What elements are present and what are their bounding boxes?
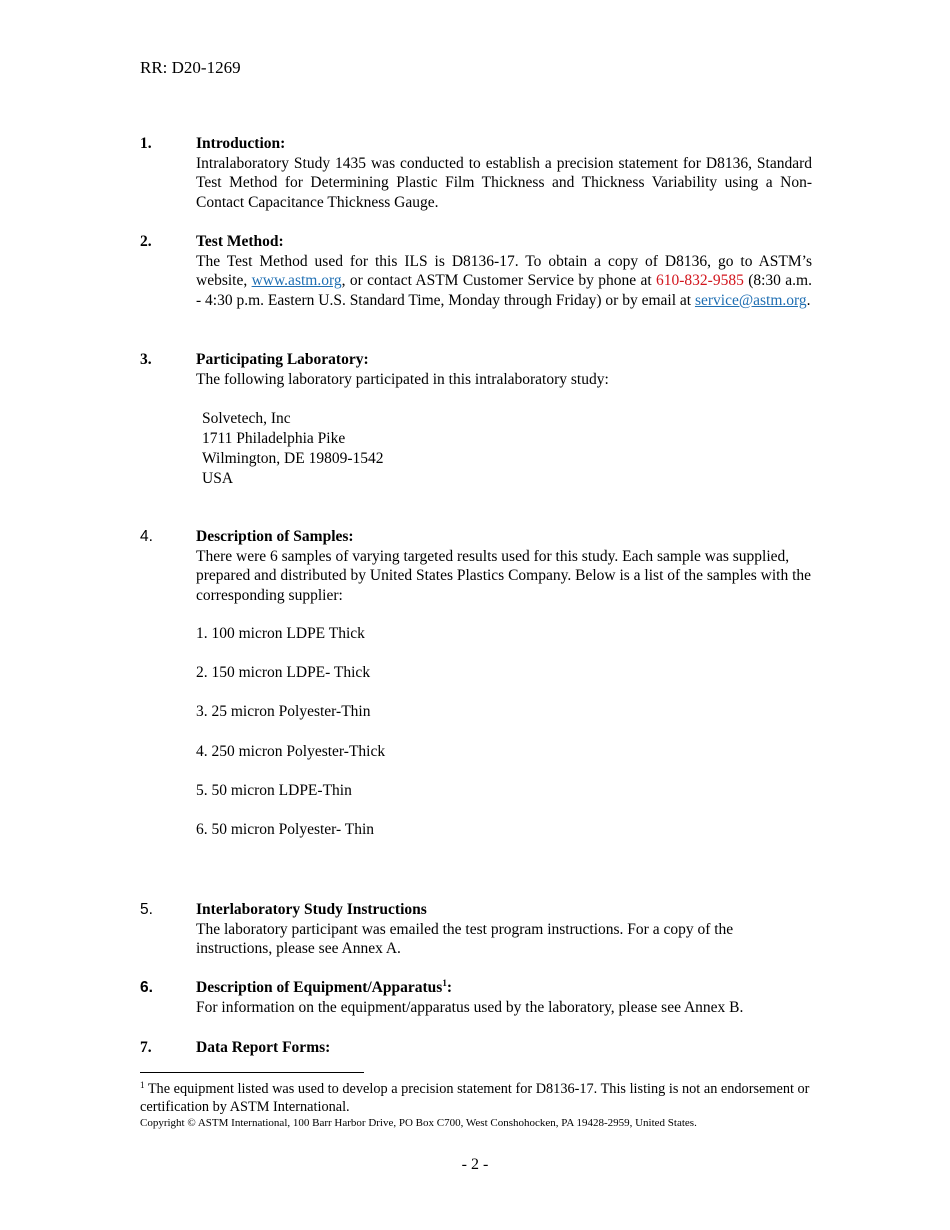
sample-item: 4. 250 micron Polyester-Thick [196,743,386,760]
section-title: Introduction: [196,135,286,152]
copyright-notice: Copyright © ASTM International, 100 Barr Harbor Drive, PO Box C700, West Conshohocken, PA 19428-2959, United States. [140,1117,697,1129]
footnote-marker: 1 [140,1080,145,1090]
section-text [196,252,812,311]
section-introduction [140,134,812,212]
section-number: 7. [140,1039,152,1056]
footnote [140,1081,812,1116]
address-line: 1711 Philadelphia Pike [202,429,346,447]
sample-item: 6. 50 micron Polyester- Thin [196,821,375,838]
section-ils-instructions [140,900,812,959]
section-number: 6. [140,979,153,996]
footnote-text: The equipment listed was used to develop a precision statement for D8136-17. This listing is not an endorsement or certification by ASTM International. [140,1081,810,1115]
section-data-report-forms [140,1038,812,1058]
section-test-method [140,232,812,310]
footnote-separator [140,1072,364,1073]
address-line: USA [202,469,234,487]
section-text: Intralaboratory Study 1435 was conducted to establish a precision statement for D8136, Standard Test Method for Determining Plastic Film Thickness and Thickness Variability using a Non-Contact Capacitance Thickness Gauge. [196,154,812,211]
text-part: The Test Method used for this ILS is D8136-17. To obtain a copy of D8136, go to ASTM’s website, [196,252,812,290]
section-title: Data Report Forms: [196,1039,331,1056]
address-line: Wilmington, DE 19809-1542 [202,449,384,467]
title-text: Description of Equipment/Apparatus [196,979,443,996]
section-title [196,978,812,998]
section-text: For information on the equipment/apparatus used by the laboratory, please see Annex B. [196,998,744,1016]
section-participating-laboratory [140,350,812,488]
section-number: 5. [140,901,153,918]
text-part: (8:30 a.m. - 4:30 p.m. Eastern U.S. Standard Time, Monday through Friday) or by email at [196,272,812,309]
section-number: 1. [140,135,152,152]
text-part: , or contact ASTM Customer Service by phone at [341,272,657,290]
laboratory-address [202,409,812,488]
section-number: 2. [140,233,152,250]
section-title: Participating Laboratory: [196,351,369,368]
section-title: Test Method: [196,233,284,250]
section-text: The following laboratory participated in this intralaboratory study: [196,370,609,388]
sample-item: 2. 150 micron LDPE- Thick [196,664,371,681]
section-description-of-samples [140,527,812,605]
section-number: 4. [140,528,153,545]
title-suffix: : [446,979,452,996]
section-number: 3. [140,351,152,368]
sample-item: 5. 50 micron LDPE-Thin [196,782,352,799]
sample-item: 1. 100 micron LDPE Thick [196,625,365,642]
phone-number: 610-832-9585 [656,272,744,290]
footnote-reference: 1 [442,978,447,988]
section-equipment [140,978,812,1017]
running-header: RR: D20-1269 [140,58,241,77]
service-email-link[interactable]: service@astm.org [694,291,807,309]
section-text: There were 6 samples of varying targeted results used for this study. Each sample was supplied, prepared and distributed by United States Plastics Company. Below is a list of the samples with the corresponding supplier: [196,547,812,604]
sample-item: 3. 25 micron Polyester-Thin [196,703,371,720]
section-text: The laboratory participant was emailed the test program instructions. For a copy of the instructions, please see Annex A. [196,920,734,958]
page-number: - 2 - [461,1156,489,1173]
text-part: . [806,291,811,309]
astm-website-link[interactable]: www.astm.org [251,272,342,290]
section-title: Description of Samples: [196,528,354,545]
section-title: Interlaboratory Study Instructions [196,901,427,918]
address-line: Solvetech, Inc [202,410,291,428]
